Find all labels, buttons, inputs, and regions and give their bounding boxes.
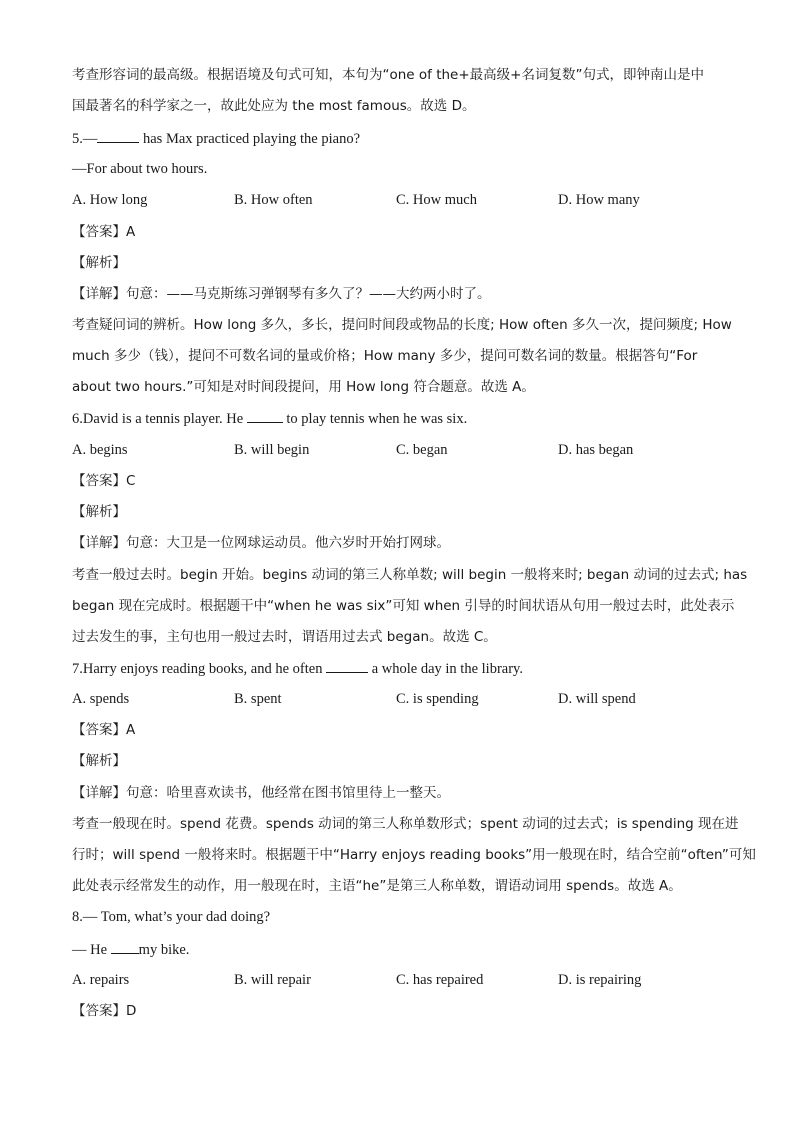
answer-line bbox=[72, 721, 135, 739]
analysis-label: 【解析】 bbox=[72, 255, 126, 271]
option-c: C. is spending bbox=[396, 691, 479, 707]
explanation-line-3: 过去发生的事，主句也用一般过去时，谓语用过去式 began。故选 C。 bbox=[72, 629, 497, 645]
question-8-options bbox=[72, 971, 732, 989]
answer-line bbox=[72, 472, 135, 490]
detail-label: 【详解】 bbox=[72, 286, 126, 302]
option-d: D. is repairing bbox=[558, 972, 642, 988]
answer-value: A bbox=[126, 224, 136, 240]
explanation-line-1: 考查一般现在时。spend 花费。spends 动词的第三人称单数形式；spent 动词的过去式；is spending 现在进 bbox=[72, 816, 739, 832]
question-6-stem bbox=[72, 409, 734, 428]
question-8-stem: 8.— Tom, what’s your dad doing? bbox=[72, 909, 271, 925]
answer-value: A bbox=[126, 722, 136, 738]
answer-blank bbox=[97, 129, 139, 143]
option-b: B. How often bbox=[234, 192, 313, 208]
detail-text: 句意：大卫是一位网球运动员。他六岁时开始打网球。 bbox=[126, 535, 450, 551]
question-5-reply: —For about two hours. bbox=[72, 161, 208, 177]
detail-text: 句意：哈里喜欢读书，他经常在图书馆里待上一整天。 bbox=[126, 785, 450, 801]
question-5-post: has Max practiced playing the piano? bbox=[139, 131, 361, 147]
option-d: D. How many bbox=[558, 192, 640, 208]
question-6-options bbox=[72, 441, 732, 459]
option-b: B. will begin bbox=[234, 442, 310, 458]
explanation-line-3: about two hours.”可知是对时间段提问，用 How long 符合题意。故选 A。 bbox=[72, 379, 535, 395]
answer-line bbox=[72, 1002, 136, 1020]
question-8-reply bbox=[72, 940, 734, 959]
question-7-stem bbox=[72, 659, 734, 678]
answer-line bbox=[72, 223, 135, 241]
answer-value: D bbox=[126, 1003, 137, 1019]
analysis-label: 【解析】 bbox=[72, 504, 126, 520]
option-b: B. will repair bbox=[234, 972, 311, 988]
option-d: D. will spend bbox=[558, 691, 636, 707]
explanation-line-1: 考查一般过去时。begin 开始。begins 动词的第三人称单数; will begin 一般将来时; began 动词的过去式; has bbox=[72, 567, 748, 583]
detail-line bbox=[72, 285, 734, 303]
question-6-post: to play tennis when he was six. bbox=[282, 411, 468, 427]
question-8-pre: — He bbox=[72, 942, 111, 958]
answer-blank bbox=[247, 409, 283, 423]
option-a: A. begins bbox=[72, 442, 128, 458]
option-d: D. has began bbox=[558, 442, 634, 458]
question-7-post: a whole day in the library. bbox=[368, 661, 523, 677]
question-6-pre: 6.David is a tennis player. He bbox=[72, 411, 247, 427]
option-a: A. repairs bbox=[72, 972, 130, 988]
question-5-stem bbox=[72, 129, 734, 148]
option-c: C. has repaired bbox=[396, 972, 484, 988]
detail-text: 句意：——马克斯练习弹钢琴有多久了？——大约两小时了。 bbox=[126, 286, 491, 302]
answer-label: 【答案】 bbox=[72, 473, 126, 489]
question-7-pre: 7.Harry enjoys reading books, and he often bbox=[72, 661, 327, 677]
detail-line bbox=[72, 534, 734, 552]
question-5-pre: 5.— bbox=[72, 131, 98, 147]
answer-blank bbox=[111, 940, 139, 954]
explanation-line-2: began 现在完成时。根据题干中“when he was six”可知 when 引导的时间状语从句用一般过去时，此处表示 bbox=[72, 598, 735, 614]
intro-line-1: 考查形容词的最高级。根据语境及句式可知，本句为“one of the+最高级+名词复数”句式，即钟南山是中 bbox=[72, 67, 704, 83]
option-c: C. began bbox=[396, 442, 448, 458]
option-a: A. How long bbox=[72, 192, 148, 208]
option-a: A. spends bbox=[72, 691, 130, 707]
explanation-line-2: much 多少（钱），提问不可数名词的量或价格；How many 多少，提问可数名词的数量。根据答句“For bbox=[72, 348, 698, 364]
intro-line-2: 国最著名的科学家之一，故此处应为 the most famous。故选 D。 bbox=[72, 98, 476, 114]
question-7-options bbox=[72, 690, 732, 708]
explanation-line-3: 此处表示经常发生的动作，用一般现在时，主语“he”是第三人称单数，谓语动词用 spends。故选 A。 bbox=[72, 878, 682, 894]
answer-label: 【答案】 bbox=[72, 722, 126, 738]
question-8-post: my bike. bbox=[138, 942, 190, 958]
explanation-line-1: 考查疑问词的辨析。How long 多久，多长，提问时间段或物品的长度; How often 多久一次，提问频度; How bbox=[72, 317, 732, 333]
detail-label: 【详解】 bbox=[72, 535, 126, 551]
explanation-line-2: 行时；will spend 一般将来时。根据题干中“Harry enjoys reading books”用一般现在时，结合空前“often”可知 bbox=[72, 847, 756, 863]
detail-line bbox=[72, 784, 734, 802]
analysis-label: 【解析】 bbox=[72, 753, 126, 769]
answer-label: 【答案】 bbox=[72, 1003, 126, 1019]
answer-value: C bbox=[126, 473, 136, 489]
detail-label: 【详解】 bbox=[72, 785, 126, 801]
answer-blank bbox=[326, 659, 368, 673]
question-5-options bbox=[72, 191, 732, 209]
option-b: B. spent bbox=[234, 691, 282, 707]
option-c: C. How much bbox=[396, 192, 477, 208]
answer-label: 【答案】 bbox=[72, 224, 126, 240]
